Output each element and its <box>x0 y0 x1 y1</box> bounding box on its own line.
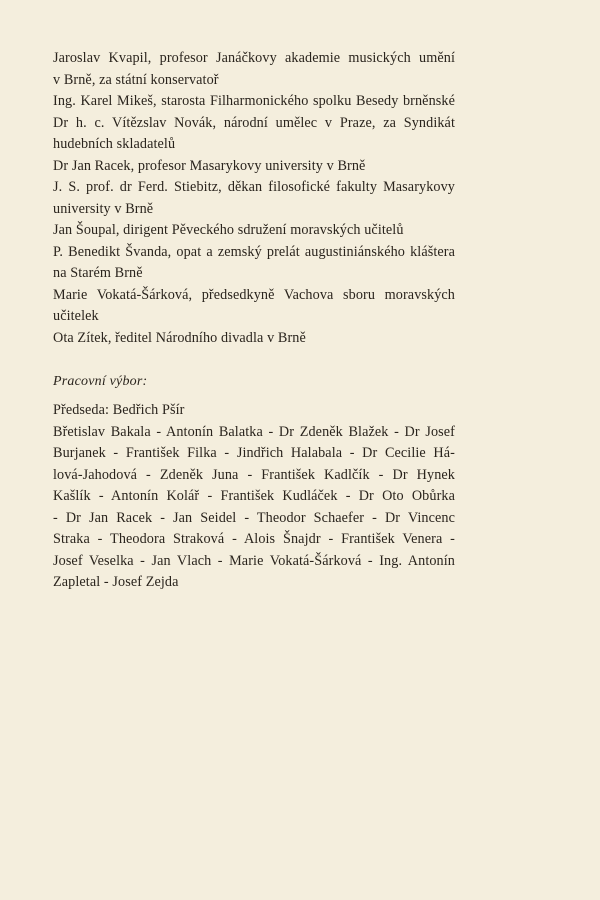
committee-line: v Brně, za státní konservatoř <box>53 71 219 88</box>
committee-line: učitelek <box>53 308 99 324</box>
member-line: - Dr Jan Racek - Jan Seidel - Theodor Schaefer - Dr Vincenc <box>53 509 455 526</box>
committee-line: P. Benedikt Švanda, opat a zemský prelát augustiniánského kláštera <box>53 243 455 260</box>
committee-line: Ing. Karel Mikeš, starosta Filharmonického spolku Besedy brněnské <box>53 93 455 109</box>
member-line: lová-Jahodová - Zdeněk Juna - František Kadlčík - Dr Hynek <box>53 466 455 483</box>
chair-line: Předseda: Bedřich Pšír <box>53 402 185 418</box>
member-line: Josef Veselka - Jan Vlach - Marie Vokatá-Šárková - Ing. Antonín <box>53 552 455 569</box>
member-line: Burjanek - František Filka - Jindřich Halabala - Dr Cecilie Há- <box>53 445 455 461</box>
committee-list <box>53 48 455 349</box>
working-committee-heading: Pracovní výbor: <box>53 374 148 389</box>
committee-line: hudebních skladatelů <box>53 136 176 152</box>
section-gap <box>53 349 455 369</box>
member-line: Kašlík - Antonín Kolář - František Kudláček - Dr Oto Obůrka <box>53 488 455 504</box>
committee-line: Jan Šoupal, dirigent Pěveckého sdružení moravských učitelů <box>53 222 404 238</box>
committee-line: Ota Zítek, ředitel Národního divadla v Brně <box>53 329 306 346</box>
committee-line: na Starém Brně <box>53 265 143 281</box>
committee-line: Jaroslav Kvapil, profesor Janáčkovy akademie musických umění <box>53 50 455 66</box>
committee-line: Dr Jan Racek, profesor Masarykovy university v Brně <box>53 157 366 174</box>
committee-line: university v Brně <box>53 200 154 217</box>
working-committee-members <box>53 422 455 594</box>
member-line: Břetislav Bakala - Antonín Balatka - Dr Zdeněk Blažek - Dr Josef <box>53 423 455 440</box>
member-line: Straka - Theodora Straková - Alois Šnajdr - František Venera - <box>53 531 455 547</box>
committee-line: J. S. prof. dr Ferd. Stiebitz, děkan filosofické fakulty Masarykovy <box>53 179 455 195</box>
member-line: Zapletal - Josef Zejda <box>53 574 179 590</box>
committee-line: Dr h. c. Vítězslav Novák, národní umělec v Praze, za Syndikát <box>53 114 455 131</box>
committee-line: Marie Vokatá-Šárková, předsedkyně Vachova sboru moravských <box>53 286 455 303</box>
